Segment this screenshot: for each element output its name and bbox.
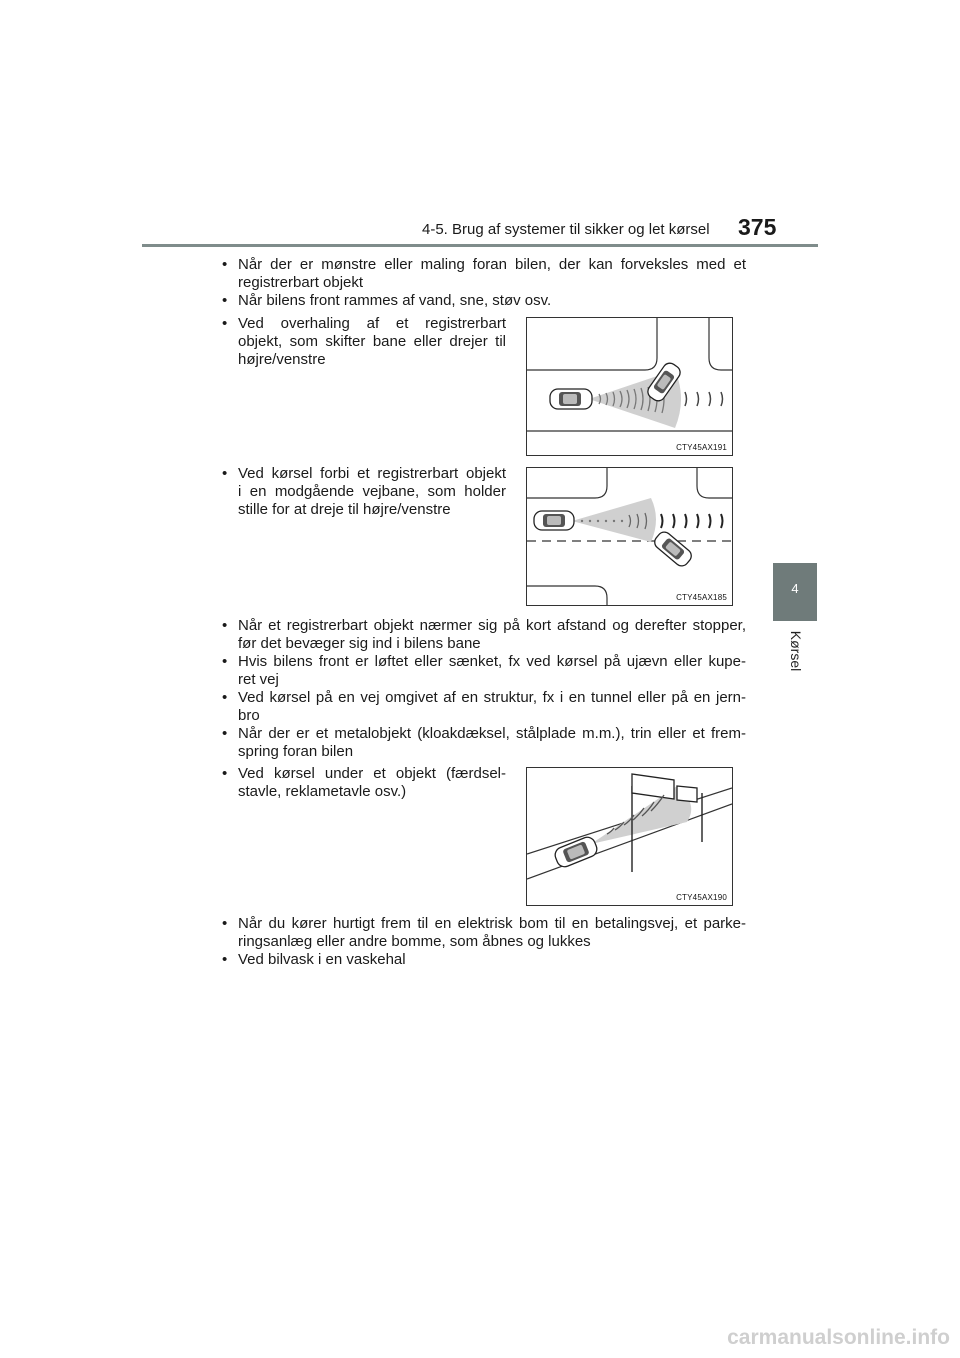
list-item: • Når bilens front rammes af vand, sne, støv osv. [221,292,746,310]
figure-1-code: CTY45AX191 [676,443,727,452]
list-item: • Når et registrerbart objekt nærmer sig på kort afstand og derefter stopper, før det bevæger sig ind i bilens bane [221,617,746,653]
watermark: carmanualsonline.info [727,1326,950,1349]
page-number: 375 [738,214,777,240]
chapter-tab [773,563,817,621]
car-overtaking-turning-vehicle-illustration [527,318,732,455]
bullet-list-1 [221,256,746,310]
chapter-tab-label: Kørsel [788,630,804,672]
figure-1-caption [221,315,506,369]
list-item: • Ved kørsel på en vej omgivet af en struktur, fx i en tunnel eller på en jern- bro [221,689,746,725]
bullet-list-3 [221,915,746,969]
car-under-overhead-sign-illustration [527,768,732,905]
figure-1 [526,317,733,456]
figure-2-caption [221,465,506,519]
list-item: • Hvis bilens front er løftet eller sænket, fx ved kørsel på ujævn eller kupe- ret vej [221,653,746,689]
figure-3 [526,767,733,906]
section-header-title: 4-5. Brug af systemer til sikker og let kørsel [422,221,710,238]
figure-3-code: CTY45AX190 [676,893,727,902]
chapter-tab-number: 4 [791,581,799,596]
list-item: • Når der er et metalobjekt (kloakdæksel, stålplade m.m.), trin eller et frem- spring foran bilen [221,725,746,761]
list-item: • Ved overhaling af et registrerbart objekt, som skifter bane eller drejer til højre/venstre [221,315,506,369]
list-item: • Ved kørsel forbi et registrerbart objekt i en modgående vejbane, som holder stille for at dreje til højre/venstre [221,465,506,519]
list-item: • Når der er mønstre eller maling foran bilen, der kan forveksles med et registrerbart objekt [221,256,746,292]
bullet-list-2 [221,617,746,761]
list-item: • Når du kører hurtigt frem til en elektrisk bom til en betalingsvej, et parke- ringsanlæg eller andre bomme, som åbnes og lukkes [221,915,746,951]
figure-2-code: CTY45AX185 [676,593,727,602]
list-item: • Ved bilvask i en vaskehal [221,951,746,969]
car-passing-oncoming-turning-vehicle-illustration [527,468,732,605]
figure-2 [526,467,733,606]
figure-3-caption [221,765,506,801]
header-rule [142,244,818,247]
list-item: • Ved kørsel under et objekt (færdsel- stavle, reklametavle osv.) [221,765,506,801]
